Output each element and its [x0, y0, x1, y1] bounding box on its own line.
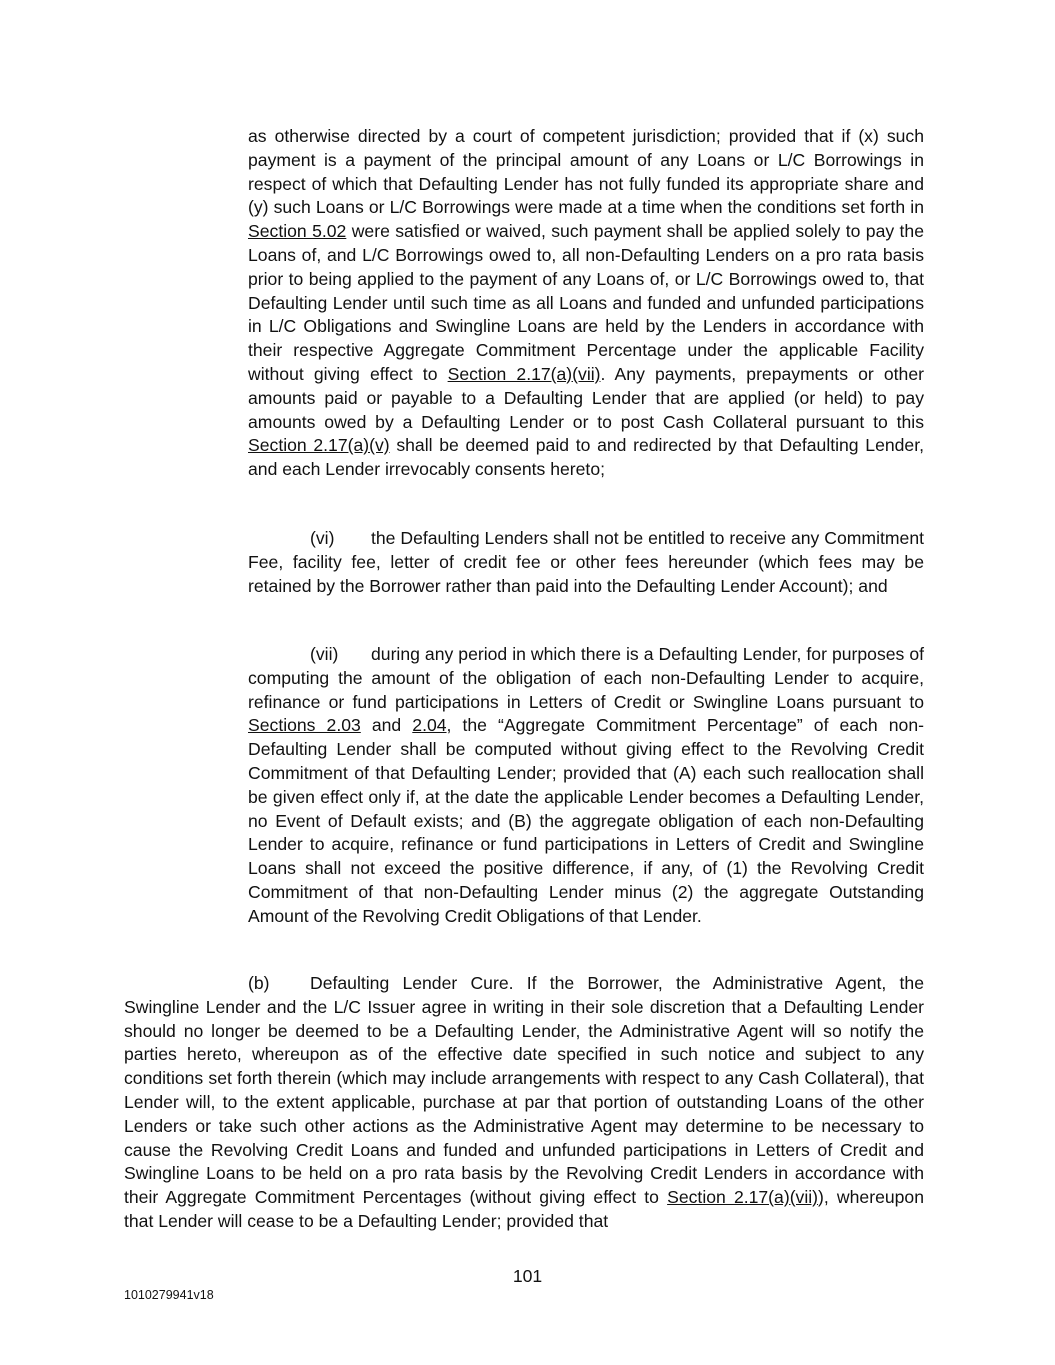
- cross-reference: Section 2.17(a)(vii): [447, 363, 601, 384]
- clause-number: (b): [248, 973, 270, 993]
- clause-number: (vii): [310, 644, 339, 664]
- paragraph-text: during any period in which there is a Defaulting Lender, for purposes of computing the amount of the obligation of each non-Defaulting Lender to acquire, refinance or fund participations in Letters of Credit or Swingline Loans pursuant to: [248, 644, 924, 712]
- paragraph-text: ), whereupon that Lender will cease to be a Defaulting Lender; provided that: [124, 1187, 924, 1231]
- paragraph-b: [124, 972, 924, 1234]
- document-id: 1010279941v18: [124, 1288, 214, 1302]
- paragraph-text: and: [360, 715, 413, 736]
- paragraph-text: , the “Aggregate Commitment Percentage” of each non-Defaulting Lender shall be computed without giving effect to the Revolving Credit Commitment of that Defaulting Lender; provided that (A) each such reallocation shall be given effect only if, at the date the applicable Lender becomes a Defaulting Lender, no Event of Default exists; and (B) the aggregate obligation of each non-Defaulting Lender to acquire, refinance or fund participations in Letters of Credit and Swingline Loans shall not exceed the positive difference, if any, of (1) the Revolving Credit Commitment of that non-Defaulting Lender minus (2) the aggregate Outstanding Amount of the Revolving Credit Obligations of that Lender.: [248, 715, 924, 926]
- cross-reference: Section 2.17(a)(vii): [667, 1187, 819, 1208]
- page-number: 101: [512, 1266, 543, 1286]
- paragraph-vi: [248, 527, 924, 598]
- cross-reference: Section 2.17(a)(v): [248, 435, 390, 456]
- section-heading: Defaulting Lender Cure.: [310, 973, 514, 993]
- clause-number: (vi): [310, 528, 335, 548]
- paragraph-vii: [248, 643, 924, 929]
- cross-reference: Sections 2.03: [248, 715, 361, 736]
- cross-reference: Section 5.02: [248, 221, 347, 242]
- cross-reference: 2.04: [412, 715, 447, 736]
- paragraph-text: . Any payments, prepayments or other amounts paid or payable to a Defaulting Lender that are applied (or held) to pay amounts owed by a Defaulting Lender or to post Cash Collateral pursuant to this: [248, 363, 924, 432]
- paragraph-text: shall be deemed paid to and redirected by that Defaulting Lender, and each Lender irrevocably consents hereto;: [248, 435, 924, 480]
- paragraph-v-continuation: [248, 125, 924, 482]
- paragraph-text: as otherwise directed by a court of competent jurisdiction; provided that if (x) such payment is a payment of the principal amount of any Loans or L/C Borrowings in respect of which that Defaulting Lender has not fully funded its appropriate share and (y) such Loans or L/C Borrowings were made at a time when the conditions set forth in: [248, 126, 924, 218]
- paragraph-text: the Defaulting Lenders shall not be entitled to receive any Commitment Fee, facility fee, letter of credit fee or other fees hereunder (which fees may be retained by the Borrower rather than paid into the Defaulting Lender Account); and: [248, 528, 924, 596]
- paragraph-text: were satisfied or waived, such payment shall be applied solely to pay the Loans of, and L/C Borrowings owed to, all non-Defaulting Lenders on a pro rata basis prior to being applied to the payment of any Loans of, or L/C Borrowings owed to, that Defaulting Lender until such time as all Loans and funded and unfunded participations in L/C Obligations and Swingline Loans are held by the Lenders in accordance with their respective Aggregate Commitment Percentage under the applicable Facility without giving effect to: [248, 221, 924, 384]
- paragraph-text: If the Borrower, the Administrative Agent, the Swingline Lender and the L/C Issuer agree in writing in their sole discretion that a Defaulting Lender should no longer be deemed to be a Defaulting Lender, the Administrative Agent will so notify the parties hereto, whereupon as of the effective date specified in such notice and subject to any conditions set forth therein (which may include arrangements with respect to any Cash Collateral), that Lender will, to the extent applicable, purchase at par that portion of outstanding Loans of the other Lenders or take such other actions as the Administrative Agent may determine to be necessary to cause the Revolving Credit Loans and funded and unfunded participations in Letters of Credit and Swingline Loans to be held on a pro rata basis by the Revolving Credit Lenders in accordance with their Aggregate Commitment Percentages (without giving effect to: [124, 973, 924, 1208]
